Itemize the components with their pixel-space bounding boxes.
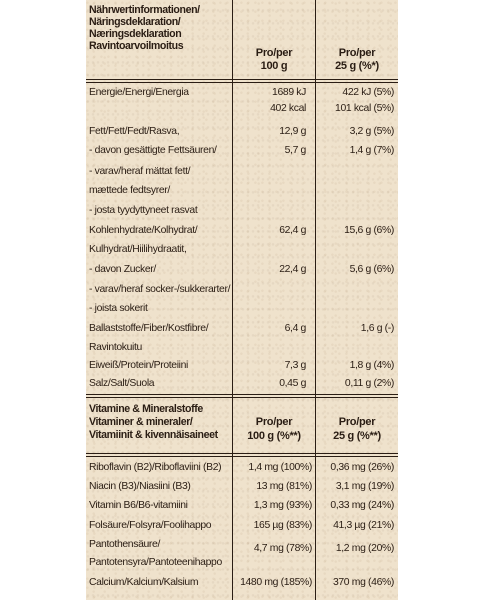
vitamin-value-25g: 3,1 mg (19%): [335, 481, 394, 492]
row-value-100g: 402 kcal: [270, 103, 306, 114]
row-label: Kohlenhydrate/Kolhydrat/: [89, 225, 198, 236]
row-label: - davon gesättigte Fettsäuren/: [89, 145, 217, 156]
vitamins-heading-de: Vitamine & Mineralstoffe: [89, 403, 203, 415]
vitamin-col2-header-line2: 25 g (%**): [333, 430, 381, 442]
vitamin-value-100g: 1480 mg (185%): [240, 577, 312, 588]
section-divider-top: [86, 394, 398, 395]
row-label: mættede fedtsyrer/: [89, 185, 170, 196]
vitamin-label: Riboflavin (B2)/Riboflaviini (B2): [89, 462, 222, 473]
row-label: - varav/heraf socker-/sukkerarter/: [89, 284, 231, 295]
nutrition-heading-da: Næringsdeklaration: [89, 28, 182, 40]
column-divider-left: [232, 0, 233, 600]
row-value-25g: 1,8 g (4%): [349, 360, 394, 371]
row-value-100g: 7,3 g: [284, 360, 306, 371]
row-value-100g: 62,4 g: [279, 225, 306, 236]
vitamin-label: Pantothensäure/: [89, 539, 161, 550]
vitamin-col1-header-line1: Pro/per: [255, 416, 293, 428]
row-label: - davon Zucker/: [89, 264, 156, 275]
row-label: - joista sokerit: [89, 303, 148, 314]
row-value-100g: 1689 kJ: [272, 87, 306, 98]
row-value-100g: 0,45 g: [279, 378, 306, 389]
row-value-25g: 1,6 g (-): [360, 323, 394, 334]
row-label: - varav/heraf mättat fett/: [89, 166, 191, 177]
row-value-25g: 0,11 g (2%): [344, 378, 394, 389]
col2-header-line2: 25 g (%*): [335, 60, 379, 72]
nutrition-heading-fi: Ravintoarvoilmoitus: [89, 40, 184, 52]
row-label: Ballaststoffe/Fiber/Kostfibre/: [89, 323, 209, 334]
row-label: Fett/Fett/Fedt/Rasva,: [89, 126, 180, 137]
vitamin-label: Pantotensyra/Pantoteenihappo: [89, 557, 222, 568]
vitamin-value-25g: 41,3 µg (21%): [333, 520, 394, 531]
vitamin-col1-header-line2: 100 g (%**): [247, 430, 301, 442]
vitamin-value-100g: 4,7 mg (78%): [253, 543, 312, 554]
row-label: - josta tyydyttyneet rasvat: [89, 205, 198, 216]
row-label: Kulhydrat/Hiilihydraatit,: [89, 244, 187, 255]
vitamin-header-rule-bottom: [86, 456, 398, 457]
vitamin-label: Niacin (B3)/Niasiini (B3): [89, 481, 191, 492]
row-value-25g: 1,4 g (7%): [349, 145, 394, 156]
vitamins-heading-fi: Vitamiinit & kivennäisaineet: [89, 429, 218, 441]
vitamin-value-100g: 1,4 mg (100%): [248, 462, 312, 473]
row-value-100g: 5,7 g: [284, 145, 306, 156]
row-label: Eiweiß/Protein/Proteiini: [89, 360, 189, 371]
vitamin-value-25g: 370 mg (46%): [332, 577, 394, 588]
col2-header-line1: Pro/per: [338, 47, 376, 59]
vitamin-value-100g: 13 mg (81%): [256, 481, 312, 492]
column-divider-right: [315, 0, 316, 600]
row-label: Salz/Salt/Suola: [89, 378, 155, 389]
row-value-25g: 101 kcal (5%): [335, 103, 394, 114]
vitamin-header-rule-top: [86, 453, 398, 454]
row-label: Ravintokuitu: [89, 342, 142, 353]
col1-header-line2: 100 g: [260, 60, 288, 72]
vitamins-heading-sv: Vitaminer & mineraler/: [89, 416, 193, 428]
row-value-100g: 6,4 g: [284, 323, 306, 334]
row-value-25g: 422 kJ (5%): [342, 87, 394, 98]
nutrition-heading-de: Nährwertinformationen/: [89, 4, 200, 16]
col1-header-line1: Pro/per: [255, 47, 293, 59]
header-rule-top: [86, 79, 398, 80]
row-value-100g: 22,4 g: [279, 264, 306, 275]
vitamin-value-25g: 0,33 mg (24%): [330, 500, 394, 511]
vitamin-value-25g: 1,2 mg (20%): [335, 543, 394, 554]
row-value-100g: 12,9 g: [279, 126, 306, 137]
section-divider-bottom: [86, 397, 398, 398]
vitamin-value-25g: 0,36 mg (26%): [330, 462, 394, 473]
header-rule-bottom: [86, 82, 398, 83]
row-value-25g: 3,2 g (5%): [349, 126, 394, 137]
nutrition-label-panel: [86, 0, 398, 600]
row-label: Energie/Energi/Energia: [89, 87, 189, 98]
row-value-25g: 5,6 g (6%): [349, 264, 394, 275]
vitamin-label: Calcium/Kalcium/Kalsium: [89, 577, 199, 588]
row-value-25g: 15,6 g (6%): [344, 225, 394, 236]
vitamin-value-100g: 1,3 mg (93%): [253, 500, 312, 511]
vitamin-col2-header-line1: Pro/per: [338, 416, 376, 428]
vitamin-value-100g: 165 µg (83%): [253, 520, 312, 531]
vitamin-label: Vitamin B6/B6-vitamiini: [89, 500, 188, 511]
nutrition-heading-sv: Näringsdeklaration/: [89, 16, 181, 28]
vitamin-label: Folsäure/Folsyra/Foolihappo: [89, 520, 212, 531]
